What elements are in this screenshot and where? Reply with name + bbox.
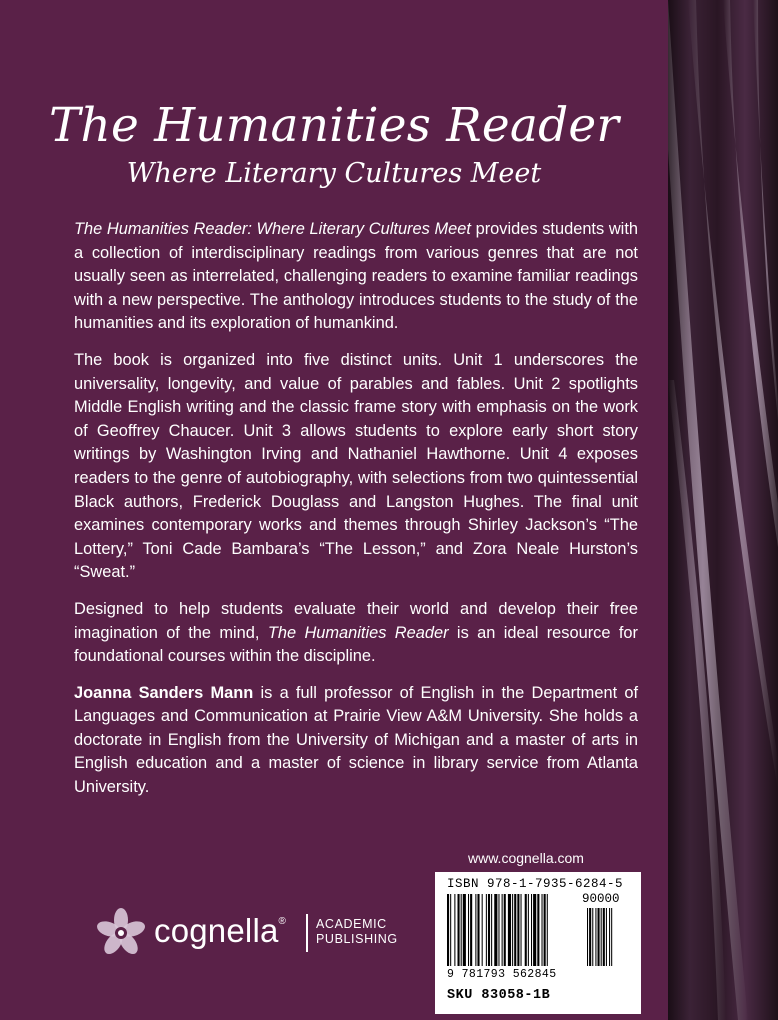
barcode-bar [463, 894, 466, 966]
addon-bar [595, 908, 596, 966]
addon-bar [611, 908, 612, 966]
barcode-bar [486, 894, 487, 966]
barcode-bar [533, 894, 536, 966]
addon-bar [606, 908, 607, 966]
barcode-bar [450, 894, 451, 966]
spine-fabric-image [668, 0, 778, 1020]
description-p3-start: Designed to help students evaluate their world and develop their free imagination of the mind, [74, 599, 638, 642]
barcode-bar [454, 894, 455, 966]
barcode-bar [447, 894, 449, 966]
barcode-bar [458, 894, 460, 966]
description-title-italic: The Humanities Reader: Where Literary Cultures Meet [74, 220, 471, 238]
barcode-bar [521, 894, 522, 966]
description-p3-italic: The Humanities Reader [267, 623, 449, 642]
author-bio-text: is a full professor of English in the Department of Languages and Communication at Prairie View A&M University. She holds a doctorate in English from the University of Michigan and a master of arts in English education and a master of science in library service from Atlanta University. [74, 683, 639, 797]
barcode-bar [547, 894, 548, 966]
barcode-bar [491, 894, 492, 966]
barcode-bar [517, 894, 519, 966]
barcode-bar [544, 894, 546, 966]
addon-bar [601, 908, 602, 966]
sku-text: SKU 83058-1B [447, 988, 551, 1003]
book-title: The Humanities Reader [48, 98, 620, 153]
barcode-bar [525, 894, 527, 966]
price-code: 90000 [582, 892, 620, 906]
publisher-name [154, 912, 286, 950]
flower-logo-icon [94, 906, 148, 960]
barcode-bar [531, 894, 532, 966]
description-paragraph-3 [74, 598, 638, 669]
publisher-name-text: cognella [154, 912, 279, 949]
barcode-bar [504, 894, 506, 966]
barcode-bar [477, 894, 479, 966]
barcode-bar [508, 894, 511, 966]
barcode-bar [482, 894, 483, 966]
barcode-bar [475, 894, 476, 966]
barcode-bars [447, 894, 629, 968]
barcode-bar [488, 894, 490, 966]
barcode-label [435, 872, 641, 1014]
description-paragraph-2: The book is organized into five distinct units. Unit 1 underscores the universality, longevity, and value of parables and fables. Unit 2 spotlights Middle English writing and the classic frame story with emphasis on the work of Geoffrey Chaucer. Unit 3 allows students to explore early short story writings by Washington Irving and Nathaniel Hawthorne. Unit 4 exposes readers to the genre of autobiography, with selections from two quintessential Black authors, Frederick Douglass and Langston Hughes. The final unit examines contemporary works and themes through Shirley Jackson’s “The Lottery,” Toni Cade Bambara’s “The Lesson,” and Zora Neale Hurston’s “Sweat.” [74, 350, 638, 582]
book-subtitle: Where Literary Cultures Meet [126, 158, 542, 189]
barcode-bar [498, 894, 499, 966]
barcode-bar [494, 894, 497, 966]
addon-bar [589, 908, 591, 966]
author-bio [74, 682, 638, 800]
publisher-url: www.cognella.com [468, 850, 584, 866]
logo-divider [306, 914, 308, 952]
description-body [74, 218, 638, 813]
addon-bar [598, 908, 600, 966]
barcode-bar [502, 894, 503, 966]
publisher-tagline [316, 917, 398, 947]
addon-bar [592, 908, 593, 966]
barcode-bar [470, 894, 472, 966]
addon-bar [603, 908, 605, 966]
description-p1-text: provides students with a collection of interdisciplinary readings from various genres that are not usually seen as interrelated, challenging readers to examine familiar readings with a new perspective. The anthology introduces students to the study of the humanities and its exploration of humankind. [74, 220, 638, 333]
addon-bar [587, 908, 588, 966]
barcode-bar [512, 894, 513, 966]
barcode-digits: 9 781793 562845 [447, 968, 557, 981]
barcode-bar [468, 894, 469, 966]
description-p3-end: is an ideal resource for foundational courses within the discipline. [74, 623, 638, 666]
barcode-bar [528, 894, 529, 966]
barcode-bar [542, 894, 543, 966]
publisher-tagline-line-1: ACADEMIC [316, 917, 387, 931]
barcode-bar [537, 894, 539, 966]
isbn-text: ISBN 978-1-7935-6284-5 [447, 877, 624, 891]
addon-bar [609, 908, 610, 966]
description-paragraph-1 [74, 218, 638, 336]
barcode-bar [514, 894, 516, 966]
publisher-logo [94, 906, 424, 962]
publisher-tagline-line-2: PUBLISHING [316, 932, 398, 946]
barcode-bar [461, 894, 462, 966]
author-name: Joanna Sanders Mann [74, 683, 254, 702]
trademark: ® [278, 916, 287, 927]
